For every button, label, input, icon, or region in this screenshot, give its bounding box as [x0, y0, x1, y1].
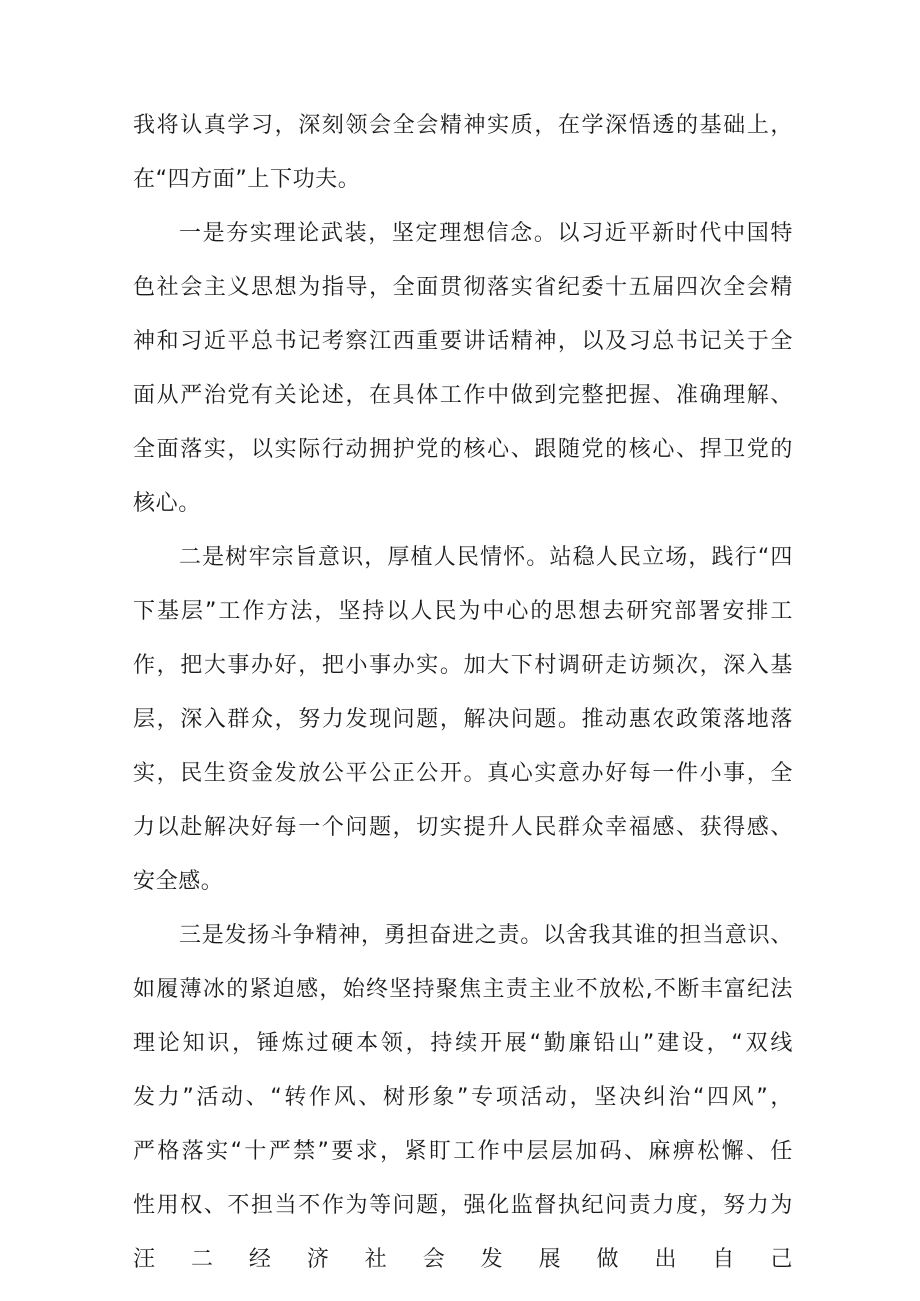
text-line: 色社会主义思想为指导，全面贯彻落实省纪委十五届四次全会精	[133, 275, 793, 300]
char: 会	[422, 1247, 446, 1272]
char: 社	[364, 1247, 388, 1272]
text-line: 我将认真学习，深刻领会全会精神实质，在学深悟透的基础上，	[133, 113, 793, 138]
text-line: 如履薄冰的紧迫感，始终坚持聚焦主责主业不放松,不断丰富纪法	[133, 977, 793, 1002]
text-line: 核心。	[133, 491, 201, 516]
text-line: 三是发扬斗争精神，勇担奋进之责。以舍我其谁的担当意识、	[179, 923, 793, 948]
text-line: 理论知识，锤炼过硬本领，持续开展“勤廉铅山”建设，“双线	[133, 1031, 793, 1056]
text-line: 神和习近平总书记考察江西重要讲话精神，以及习总书记关于全	[133, 329, 793, 354]
char: 汪	[133, 1247, 156, 1272]
text-line: 作，把大事办好，把小事办实。加大下村调研走访频次，深入基	[133, 653, 793, 678]
text-line: 发力”活动、“转作风、树形象”专项活动，坚决纠治“四风”，	[133, 1085, 793, 1110]
text-line: 在“四方面”上下功夫。	[133, 167, 361, 192]
text-line: 一是夯实理论武装，坚定理想信念。以习近平新时代中国特	[179, 221, 793, 246]
char: 展	[538, 1247, 562, 1272]
char: 济	[306, 1247, 330, 1272]
text-line: 实，民生资金发放公平公正公开。真心实意办好每一件小事，全	[133, 761, 793, 786]
text-line: 力以赴解决好每一个问题，切实提升人民群众幸福感、获得感、	[133, 815, 793, 840]
text-line: 安全感。	[133, 869, 224, 894]
text-line: 全面落实，以实际行动拥护党的核心、跟随党的核心、捍卫党的	[133, 437, 793, 462]
text-line: 性用权、不担当不作为等问题，强化监督执纪问责力度，努力为	[133, 1193, 793, 1218]
text-line: 二是树牢宗旨意识，厚植人民情怀。站稳人民立场，践行“四	[179, 545, 793, 570]
text-line: 严格落实“十严禁”要求，紧盯工作中层层加码、麻痹松懈、任	[133, 1139, 793, 1164]
char: 发	[480, 1247, 504, 1272]
text-line: 层，深入群众，努力发现问题，解决问题。推动惠农政策落地落	[133, 707, 793, 732]
text-line: 面从严治党有关论述，在具体工作中做到完整把握、准确理解、	[133, 383, 793, 408]
char: 经	[248, 1247, 272, 1272]
char: 做	[596, 1247, 620, 1272]
char: 二	[190, 1247, 214, 1272]
char: 自	[712, 1247, 735, 1272]
spread-text-line	[133, 1240, 793, 1280]
char: 己	[770, 1247, 793, 1272]
char: 出	[654, 1247, 678, 1272]
text-line: 下基层”工作方法，坚持以人民为中心的思想去研究部署安排工	[133, 599, 793, 624]
